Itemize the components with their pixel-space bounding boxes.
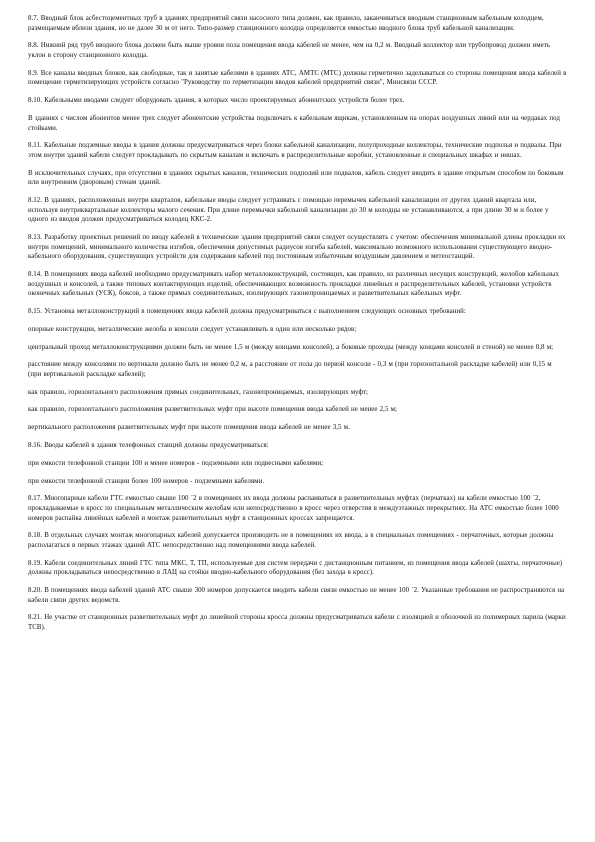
paragraph-8-12: 8.12. В зданиях, расположенных внутри кварталов, кабельные вводы следует устраивать с помощью перемычек кабельной канализации от других зданий квартала или, используя внутриквартальные коллекторы малого сечения. При длине перемычки кабельной канализации до 30 м колодцы не устанавливаются, а при длине 30 м и более у одного из вводов должен предусматриваться колодец ККС-2. <box>28 197 549 224</box>
paragraph-8-11-note: В исключительных случаях, при отсутствии в зданиях скрытых каналов, технических подполий или подвалов, кабель следует вводить в здание открытым способом по боковым или внутренним (дворовым) стенам зданий. <box>28 169 564 187</box>
requirement-item: при емкости телефонной станции 100 и менее номеров - подземными или подвесными кабелями; <box>28 459 324 467</box>
requirement-item: как правило, горизонтального расположения прямых соединительных, газонепроницаемых, изолирующих муфт; <box>28 388 369 396</box>
requirement-item: вертикального расположения разветвительных муфт при высоте помещения ввода кабелей не менее 3,5 м. <box>28 424 350 432</box>
paragraph-8-19: 8.19. Кабели соединительных линий ГТС типа МКС, Т, ТП, используемые для систем передачи с дистанционным питанием, из помещения ввода кабелей (шахты, перчаточные) должны прокладываться непосредственно в ЛАЦ на стойки вводно-кабельного оборудования (без захода в кросс). <box>28 559 563 577</box>
requirement-item: центральный проход металлоконструкциями должен быть не менее 1,5 м (между концами консолей), а боковые проходы (между концами консолей и стеной) не менее 0,8 м; <box>28 343 554 351</box>
paragraph-8-18: 8.18. В отдельных случаях монтаж многопарных кабелей допускается производить не в помещениях их ввода, а в специальных помещениях - перчаточных, которые должны располагаться в первых этажах зданий АТС непосредственно над помещениями ввода кабелей. <box>28 532 554 549</box>
requirement-item: как правило, горизонтального расположения разветвительных муфт при высоте помещения ввода кабелей не менее 2,5 м; <box>28 406 397 414</box>
requirement-item: расстояние между консолями по вертикали должно быть не менее 0,2 м, а расстояние от пола до первой консоли - 0,3 м (при горизонтальной раскладке кабелей) или 0,15 м (при вертикальной раскладке кабелей); <box>28 361 552 378</box>
paragraph-8-9: 8.9. Все каналы вводных блоков, как свободные, так и занятые кабелями в зданиях АТС, АМТС (МТС) должны герметично заделываться со стороны помещения ввода кабелей в помещение герметизирующих устройств согласно "Руководству по герметизации вводов кабелей предприятий связи", Минсвязи СССР. <box>28 69 567 87</box>
paragraph-8-8: 8.8. Нижний ряд труб вводного блока должен быть выше уровня пола помещения ввода кабелей не менее, чем на 0,2 м. Вводный коллектор или трубопровод должен иметь уклон в сторону станционного колодца. <box>28 42 551 59</box>
paragraph-8-16: 8.16. Вводы кабелей в здания телефонных станций должны предусматриваться: <box>28 442 269 449</box>
paragraph-8-15: 8.15. Установка металлоконструкций в помещениях ввода кабелей должна предусматриваться с выполнением следующих основных требований: <box>28 307 466 315</box>
paragraph-8-21: 8.21. Не участке от станционных разветвительных муфт до линейной стороны кросса должны предусматриваться кабели с изоляцией и оболочкой из полимерных парила (марки ТСВ). <box>28 614 566 632</box>
paragraph-8-13: 8.13. Разработку проектных решений по вводу кабелей в технические здания предприятий связи следует осуществлять с учетом: обеспечения минимальной длины прокладки их внутри помещений, минимального количества изгибов, обеспечения допустимых радиусов изгиба кабелей, максимально возможного использования существующего вводно-кабельного оборудования, существующих устройств для содержания кабелей под постоянным избыточным воздушным давлением и метеостанций. <box>28 234 566 261</box>
paragraph-8-14: 8.14. В помещениях ввода кабелей необходимо предусматривать набор металлоконструкций, состоящих, как правило, из различных несущих конструкций, желобов кабельных воздушных и консолей, а также типовых контактирующих изделий, обеспечивающих возможность прокладки линейных и распределительных кабелей, установки устройств оконечных кабельных (УСК), боксов, а также прямых соединительных, изолирующих газонепроницаемых и разветвительных кабельных муфт. <box>28 270 560 298</box>
requirement-item: при емкости телефонной станции более 100 номеров - подземными кабелями. <box>28 477 265 485</box>
paragraph-8-20: 8.20. В помещениях ввода кабелей зданий АТС свыше 300 номеров допускается вводить кабели связи емкостью не менее 100 ´2. Указанные требования не распространяются на кабели связи других ведомств. <box>28 587 565 604</box>
paragraph-8-17: 8.17. Многопарные кабели ГТС емкостью свыше 100 ´2 в помещениях их ввода должны распаиваться в разветвительных муфтах (перчатках) на кабели емкостью 100 ´2, прокладываемые в кросс по специальным металлическим желобам или непосредственно в кросс через отверстия в междуэтажных перекрытиях. На АТС емкостью более 1000 номеров распайка линейных кабелей и монтаж разветвительных муфт в станционных кроссах запрещается. <box>28 495 559 522</box>
paragraph-8-7: 8.7. Вводный блок асбестоцементных труб в зданиях предприятий связи насосного типа должен, как правило, заканчиваться вводным станционным кабельным колодцем, размещаемым вблизи здания, но не далее 30 м от него. Типо-размер станционного колодца определяется емкостью вводного блока труб кабельной канализации. <box>28 15 544 32</box>
document-page <box>28 14 567 641</box>
requirement-item: опорные конструкции, металлические желоба и консоли следует устанавливать в один или несколько рядов; <box>28 325 357 333</box>
paragraph-8-10-note: В зданиях с числом абонентов менее трех следует абонентские устройства подключать к кабельным ящикам, установленным на опорах воздушных линий или на чердаках под стойками. <box>28 114 560 132</box>
paragraph-8-11: 8.11. Кабельные подземные вводы в здания должны предусматриваться через блоки кабельной канализации, полупроходные коллекторы, технические подполья и подвалы. При этом внутри зданий кабели следует прокладывать по скрытым каналам и включать в распределительные коробки, установленные в специальных шкафах и нишах. <box>28 142 562 159</box>
paragraph-8-10: 8.10. Кабельными вводами следует оборудовать здания, в которых число проектируемых абонентских устройств более трех. <box>28 97 405 105</box>
